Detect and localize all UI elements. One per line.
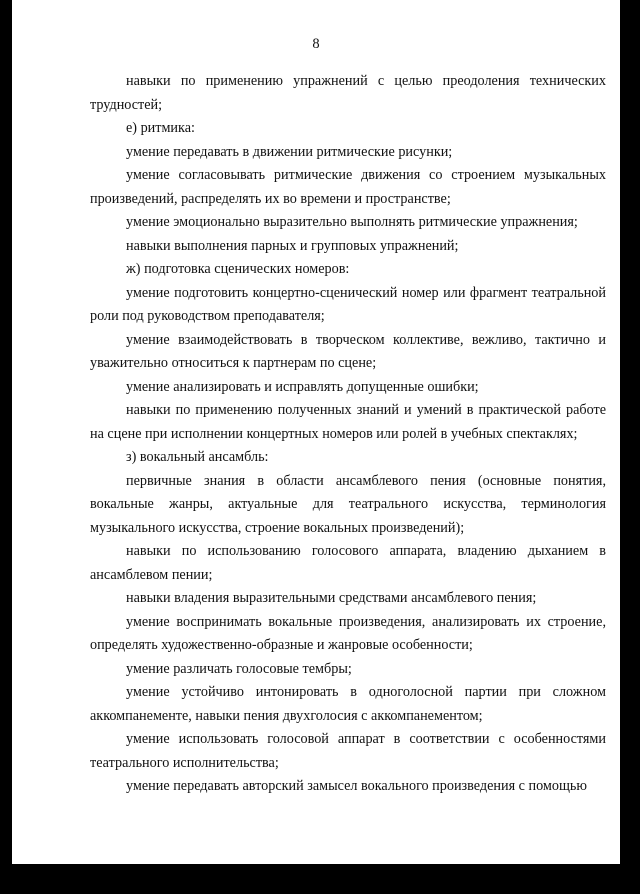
paragraph: умение согласовывать ритмические движения со строением музыкальных произведений, распределять их во времени и пространстве; <box>90 167 606 207</box>
paragraph: навыки по использованию голосового аппарата, владению дыханием в ансамблевом пении; <box>90 543 606 583</box>
paragraph: умение анализировать и исправлять допущенные ошибки; <box>126 378 479 395</box>
paragraph: навыки по применению упражнений с целью преодоления технических трудностей; <box>90 73 606 113</box>
document-page <box>12 0 620 864</box>
paragraph: умение воспринимать вокальные произведения, анализировать их строение, определять художественно-образные и жанровые особенности; <box>90 613 606 653</box>
paragraph: навыки по применению полученных знаний и умений в практической работе на сцене при исполнении концертных номеров или ролей в учебных спектаклях; <box>90 402 606 442</box>
paragraph: умение устойчиво интонировать в одноголосной партии при сложном аккомпанементе, навыки пения двухголосия с аккомпанементом; <box>90 684 606 724</box>
paragraph: умение эмоционально выразительно выполнять ритмические упражнения; <box>126 214 578 230</box>
page-number: 8 <box>312 36 320 52</box>
paragraph: умение различать голосовые тембры; <box>126 660 352 677</box>
paragraph: ж) подготовка сценических номеров: <box>126 261 350 277</box>
paragraph: первичные знания в области ансамблевого пения (основные понятия, вокальные жанры, актуальные для театрального искусства, терминология музыкального искусства, строение вокальных произведений); <box>90 472 606 536</box>
paragraph: умение передавать в движении ритмические рисунки; <box>126 143 453 160</box>
body-text <box>90 70 606 799</box>
paragraph: умение использовать голосовой аппарат в соответствии с особенностями театрального исполнительства; <box>90 731 606 771</box>
paragraph: умение подготовить концертно-сценический номер или фрагмент театральной роли под руководством преподавателя; <box>90 284 606 324</box>
paragraph: навыки владения выразительными средствами ансамблевого пения; <box>126 590 537 606</box>
paragraph: умение передавать авторский замысел вокального произведения с помощью <box>126 778 587 794</box>
paragraph: умение взаимодействовать в творческом коллективе, вежливо, тактично и уважительно относиться к партнерам по сцене; <box>90 331 606 371</box>
paragraph: е) ритмика: <box>126 120 195 136</box>
paragraph: з) вокальный ансамбль: <box>126 449 269 465</box>
paragraph: навыки выполнения парных и групповых упражнений; <box>126 237 459 254</box>
